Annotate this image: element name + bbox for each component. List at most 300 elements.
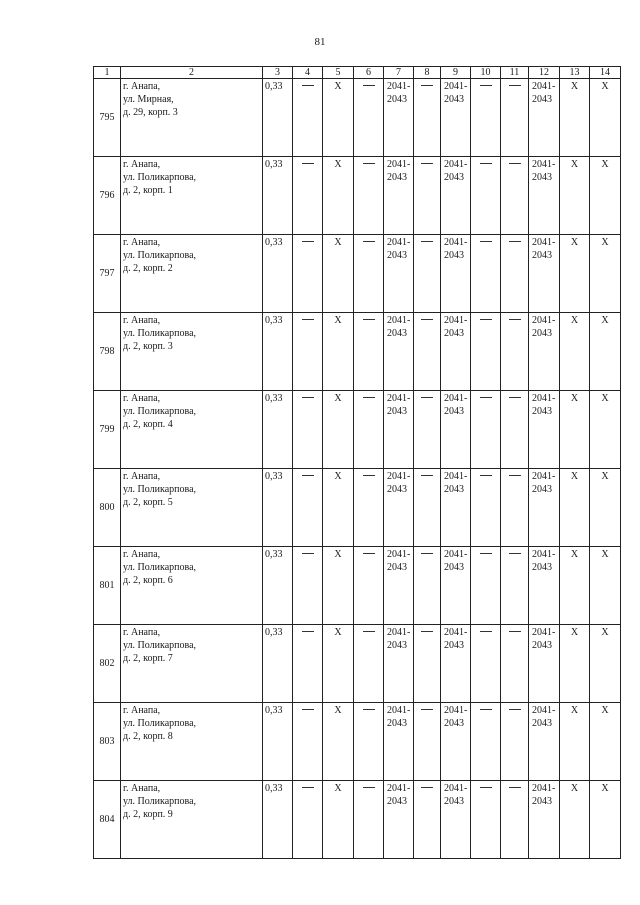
- address-street: ул. Поликарпова,: [123, 718, 197, 729]
- address-city: г. Анапа,: [123, 471, 161, 482]
- cell-13: Х: [560, 547, 590, 625]
- cell-5: Х: [323, 781, 354, 859]
- register-body: [94, 79, 621, 859]
- dash-mark: [363, 85, 375, 86]
- address-building: д. 2, корп. 3: [123, 341, 173, 352]
- dash-mark: [363, 709, 375, 710]
- dash-mark: [302, 631, 314, 632]
- year-range-start: 2041-: [444, 627, 468, 638]
- cell-12: [529, 235, 560, 313]
- cell-10: [471, 469, 501, 547]
- cell-7: [384, 469, 414, 547]
- year-range-start: 2041-: [387, 471, 411, 482]
- cell-10: [471, 313, 501, 391]
- cell-11: [501, 313, 529, 391]
- cell-14: Х: [590, 79, 621, 157]
- year-range-end: 2043: [532, 172, 552, 183]
- row-number: 800: [94, 469, 121, 547]
- year-range-start: 2041-: [387, 81, 411, 92]
- col-header: 4: [293, 67, 323, 79]
- cell-5: Х: [323, 625, 354, 703]
- cell-5: Х: [323, 547, 354, 625]
- cell-11: [501, 391, 529, 469]
- cell-7: [384, 625, 414, 703]
- row-number: 801: [94, 547, 121, 625]
- cell-10: [471, 547, 501, 625]
- col-header: 1: [94, 67, 121, 79]
- year-range-end: 2043: [444, 172, 464, 183]
- cell-8: [414, 703, 441, 781]
- year-range-end: 2043: [444, 328, 464, 339]
- dash-mark: [509, 85, 521, 86]
- cell-14: Х: [590, 235, 621, 313]
- dash-mark: [509, 241, 521, 242]
- year-range-start: 2041-: [387, 783, 411, 794]
- col-header: 2: [121, 67, 263, 79]
- year-range-end: 2043: [387, 250, 407, 261]
- year-range-start: 2041-: [532, 393, 556, 404]
- year-range-end: 2043: [444, 640, 464, 651]
- dash-mark: [302, 709, 314, 710]
- address-cell: [121, 781, 263, 859]
- year-range-end: 2043: [387, 796, 407, 807]
- address-street: ул. Поликарпова,: [123, 250, 197, 261]
- year-range-end: 2043: [444, 796, 464, 807]
- cell-13: Х: [560, 313, 590, 391]
- table-row: [94, 79, 621, 157]
- address-street: ул. Поликарпова,: [123, 640, 197, 651]
- dash-mark: [302, 787, 314, 788]
- cell-13: Х: [560, 79, 590, 157]
- year-range-start: 2041-: [387, 705, 411, 716]
- dash-mark: [302, 319, 314, 320]
- address-cell: [121, 469, 263, 547]
- cell-5: Х: [323, 313, 354, 391]
- year-range-end: 2043: [532, 328, 552, 339]
- year-range-start: 2041-: [387, 627, 411, 638]
- address-cell: [121, 625, 263, 703]
- address-city: г. Анапа,: [123, 315, 161, 326]
- year-range-end: 2043: [532, 250, 552, 261]
- year-range-start: 2041-: [387, 315, 411, 326]
- address-street: ул. Поликарпова,: [123, 328, 197, 339]
- col-header: 9: [441, 67, 471, 79]
- cell-12: [529, 157, 560, 235]
- cell-5: Х: [323, 703, 354, 781]
- cell-12: [529, 703, 560, 781]
- table-row: [94, 313, 621, 391]
- column-number-header: [94, 67, 621, 79]
- address-street: ул. Поликарпова,: [123, 562, 197, 573]
- year-range-start: 2041-: [532, 315, 556, 326]
- col-header: 5: [323, 67, 354, 79]
- cell-6: [354, 79, 384, 157]
- cell-4: [293, 391, 323, 469]
- cell-7: [384, 235, 414, 313]
- cell-8: [414, 469, 441, 547]
- cell-13: Х: [560, 625, 590, 703]
- cell-10: [471, 703, 501, 781]
- table-row: [94, 157, 621, 235]
- year-range-end: 2043: [532, 94, 552, 105]
- cell-4: [293, 547, 323, 625]
- cell-6: [354, 703, 384, 781]
- year-range-end: 2043: [387, 562, 407, 573]
- cell-9: [441, 391, 471, 469]
- address-building: д. 2, корп. 6: [123, 575, 173, 586]
- cell-7: [384, 313, 414, 391]
- address-building: д. 2, корп. 5: [123, 497, 173, 508]
- dash-mark: [421, 787, 433, 788]
- cell-10: [471, 625, 501, 703]
- year-range-start: 2041-: [444, 81, 468, 92]
- cell-14: Х: [590, 625, 621, 703]
- col-header: 14: [590, 67, 621, 79]
- address-city: г. Анапа,: [123, 705, 161, 716]
- dash-mark: [363, 397, 375, 398]
- year-range-start: 2041-: [532, 81, 556, 92]
- year-range-start: 2041-: [444, 783, 468, 794]
- dash-mark: [480, 787, 492, 788]
- cell-12: [529, 625, 560, 703]
- dash-mark: [509, 709, 521, 710]
- dash-mark: [421, 397, 433, 398]
- row-number: 795: [94, 79, 121, 157]
- cell-4: [293, 703, 323, 781]
- cell-7: [384, 703, 414, 781]
- cell-11: [501, 703, 529, 781]
- table-row: [94, 625, 621, 703]
- row-number: 803: [94, 703, 121, 781]
- cell-9: [441, 79, 471, 157]
- cell-6: [354, 625, 384, 703]
- cell-12: [529, 79, 560, 157]
- cell-8: [414, 313, 441, 391]
- dash-mark: [363, 319, 375, 320]
- address-street: ул. Поликарпова,: [123, 484, 197, 495]
- dash-mark: [363, 553, 375, 554]
- year-range-end: 2043: [444, 718, 464, 729]
- cell-11: [501, 625, 529, 703]
- address-street: ул. Поликарпова,: [123, 172, 197, 183]
- table-row: [94, 781, 621, 859]
- cell-4: [293, 157, 323, 235]
- dash-mark: [421, 631, 433, 632]
- value-cell-3: 0,33: [263, 547, 293, 625]
- cell-12: [529, 313, 560, 391]
- dash-mark: [302, 163, 314, 164]
- dash-mark: [509, 397, 521, 398]
- col-header: 3: [263, 67, 293, 79]
- address-city: г. Анапа,: [123, 627, 161, 638]
- cell-8: [414, 391, 441, 469]
- cell-11: [501, 157, 529, 235]
- dash-mark: [509, 319, 521, 320]
- year-range-start: 2041-: [444, 471, 468, 482]
- year-range-start: 2041-: [387, 237, 411, 248]
- dash-mark: [363, 631, 375, 632]
- cell-5: Х: [323, 391, 354, 469]
- address-city: г. Анапа,: [123, 549, 161, 560]
- dash-mark: [363, 163, 375, 164]
- table-row: [94, 469, 621, 547]
- year-range-end: 2043: [387, 328, 407, 339]
- register-table: [93, 66, 621, 859]
- col-header: 10: [471, 67, 501, 79]
- cell-6: [354, 391, 384, 469]
- year-range-start: 2041-: [532, 627, 556, 638]
- address-building: д. 2, корп. 1: [123, 185, 173, 196]
- dash-mark: [302, 553, 314, 554]
- dash-mark: [302, 85, 314, 86]
- year-range-start: 2041-: [532, 783, 556, 794]
- cell-11: [501, 235, 529, 313]
- value-cell-3: 0,33: [263, 157, 293, 235]
- year-range-start: 2041-: [444, 705, 468, 716]
- dash-mark: [480, 709, 492, 710]
- address-building: д. 2, корп. 2: [123, 263, 173, 274]
- year-range-end: 2043: [387, 640, 407, 651]
- address-street: ул. Мирная,: [123, 94, 174, 105]
- value-cell-3: 0,33: [263, 313, 293, 391]
- cell-13: Х: [560, 235, 590, 313]
- cell-13: Х: [560, 391, 590, 469]
- cell-13: Х: [560, 157, 590, 235]
- address-building: д. 2, корп. 9: [123, 809, 173, 820]
- cell-5: Х: [323, 79, 354, 157]
- col-header: 13: [560, 67, 590, 79]
- year-range-start: 2041-: [387, 393, 411, 404]
- address-cell: [121, 157, 263, 235]
- cell-12: [529, 781, 560, 859]
- cell-14: Х: [590, 547, 621, 625]
- cell-14: Х: [590, 469, 621, 547]
- dash-mark: [509, 163, 521, 164]
- cell-4: [293, 79, 323, 157]
- value-cell-3: 0,33: [263, 391, 293, 469]
- row-number: 802: [94, 625, 121, 703]
- address-building: д. 2, корп. 8: [123, 731, 173, 742]
- dash-mark: [421, 241, 433, 242]
- year-range-start: 2041-: [532, 159, 556, 170]
- dash-mark: [363, 787, 375, 788]
- dash-mark: [480, 397, 492, 398]
- year-range-end: 2043: [444, 406, 464, 417]
- year-range-end: 2043: [387, 718, 407, 729]
- year-range-start: 2041-: [444, 315, 468, 326]
- cell-14: Х: [590, 313, 621, 391]
- cell-9: [441, 547, 471, 625]
- year-range-end: 2043: [387, 406, 407, 417]
- year-range-end: 2043: [387, 484, 407, 495]
- address-city: г. Анапа,: [123, 393, 161, 404]
- page-number: 81: [314, 36, 326, 48]
- cell-9: [441, 703, 471, 781]
- dash-mark: [480, 85, 492, 86]
- cell-6: [354, 313, 384, 391]
- cell-12: [529, 391, 560, 469]
- cell-10: [471, 79, 501, 157]
- address-city: г. Анапа,: [123, 159, 161, 170]
- col-header: 11: [501, 67, 529, 79]
- address-building: д. 29, корп. 3: [123, 107, 178, 118]
- year-range-end: 2043: [444, 250, 464, 261]
- col-header: 8: [414, 67, 441, 79]
- dash-mark: [480, 241, 492, 242]
- dash-mark: [363, 475, 375, 476]
- row-number: 797: [94, 235, 121, 313]
- cell-11: [501, 547, 529, 625]
- value-cell-3: 0,33: [263, 469, 293, 547]
- address-street: ул. Поликарпова,: [123, 406, 197, 417]
- year-range-end: 2043: [444, 94, 464, 105]
- row-number: 804: [94, 781, 121, 859]
- address-cell: [121, 235, 263, 313]
- cell-5: Х: [323, 235, 354, 313]
- cell-5: Х: [323, 469, 354, 547]
- cell-7: [384, 79, 414, 157]
- cell-10: [471, 391, 501, 469]
- cell-13: Х: [560, 469, 590, 547]
- cell-12: [529, 547, 560, 625]
- dash-mark: [509, 475, 521, 476]
- table-row: [94, 547, 621, 625]
- year-range-end: 2043: [532, 562, 552, 573]
- cell-11: [501, 469, 529, 547]
- cell-9: [441, 781, 471, 859]
- dash-mark: [480, 475, 492, 476]
- dash-mark: [480, 631, 492, 632]
- cell-9: [441, 157, 471, 235]
- cell-8: [414, 781, 441, 859]
- cell-14: Х: [590, 781, 621, 859]
- dash-mark: [480, 319, 492, 320]
- cell-6: [354, 469, 384, 547]
- col-header: 12: [529, 67, 560, 79]
- cell-8: [414, 547, 441, 625]
- cell-13: Х: [560, 703, 590, 781]
- cell-6: [354, 781, 384, 859]
- table-row: [94, 235, 621, 313]
- cell-10: [471, 157, 501, 235]
- year-range-end: 2043: [532, 718, 552, 729]
- year-range-start: 2041-: [532, 237, 556, 248]
- cell-6: [354, 157, 384, 235]
- cell-4: [293, 781, 323, 859]
- address-city: г. Анапа,: [123, 237, 161, 248]
- year-range-start: 2041-: [532, 705, 556, 716]
- dash-mark: [302, 475, 314, 476]
- address-building: д. 2, корп. 4: [123, 419, 173, 430]
- col-header: 6: [354, 67, 384, 79]
- row-number: 799: [94, 391, 121, 469]
- year-range-start: 2041-: [444, 393, 468, 404]
- cell-14: Х: [590, 157, 621, 235]
- cell-4: [293, 235, 323, 313]
- cell-13: Х: [560, 781, 590, 859]
- cell-9: [441, 235, 471, 313]
- value-cell-3: 0,33: [263, 235, 293, 313]
- dash-mark: [363, 241, 375, 242]
- address-cell: [121, 313, 263, 391]
- cell-11: [501, 79, 529, 157]
- cell-9: [441, 469, 471, 547]
- dash-mark: [509, 553, 521, 554]
- dash-mark: [421, 319, 433, 320]
- row-number: 796: [94, 157, 121, 235]
- cell-4: [293, 469, 323, 547]
- address-cell: [121, 79, 263, 157]
- dash-mark: [421, 475, 433, 476]
- table-row: [94, 391, 621, 469]
- dash-mark: [421, 85, 433, 86]
- value-cell-3: 0,33: [263, 79, 293, 157]
- row-number: 798: [94, 313, 121, 391]
- cell-8: [414, 157, 441, 235]
- cell-10: [471, 235, 501, 313]
- dash-mark: [480, 553, 492, 554]
- cell-4: [293, 625, 323, 703]
- dash-mark: [509, 631, 521, 632]
- cell-7: [384, 391, 414, 469]
- value-cell-3: 0,33: [263, 703, 293, 781]
- cell-8: [414, 79, 441, 157]
- year-range-end: 2043: [387, 172, 407, 183]
- cell-7: [384, 781, 414, 859]
- address-building: д. 2, корп. 7: [123, 653, 173, 664]
- address-cell: [121, 391, 263, 469]
- cell-7: [384, 547, 414, 625]
- year-range-end: 2043: [532, 484, 552, 495]
- cell-8: [414, 625, 441, 703]
- cell-9: [441, 313, 471, 391]
- cell-11: [501, 781, 529, 859]
- dash-mark: [509, 787, 521, 788]
- year-range-end: 2043: [532, 406, 552, 417]
- year-range-start: 2041-: [532, 549, 556, 560]
- year-range-end: 2043: [532, 796, 552, 807]
- address-cell: [121, 703, 263, 781]
- year-range-start: 2041-: [444, 237, 468, 248]
- dash-mark: [421, 553, 433, 554]
- year-range-end: 2043: [444, 562, 464, 573]
- value-cell-3: 0,33: [263, 625, 293, 703]
- year-range-end: 2043: [444, 484, 464, 495]
- cell-5: Х: [323, 157, 354, 235]
- address-street: ул. Поликарпова,: [123, 796, 197, 807]
- cell-4: [293, 313, 323, 391]
- dash-mark: [302, 397, 314, 398]
- year-range-start: 2041-: [444, 159, 468, 170]
- cell-6: [354, 235, 384, 313]
- cell-14: Х: [590, 703, 621, 781]
- address-city: г. Анапа,: [123, 783, 161, 794]
- year-range-start: 2041-: [387, 159, 411, 170]
- table-row: [94, 703, 621, 781]
- cell-7: [384, 157, 414, 235]
- cell-8: [414, 235, 441, 313]
- year-range-end: 2043: [532, 640, 552, 651]
- cell-9: [441, 625, 471, 703]
- cell-10: [471, 781, 501, 859]
- address-city: г. Анапа,: [123, 81, 161, 92]
- cell-14: Х: [590, 391, 621, 469]
- value-cell-3: 0,33: [263, 781, 293, 859]
- address-cell: [121, 547, 263, 625]
- dash-mark: [421, 163, 433, 164]
- dash-mark: [302, 241, 314, 242]
- cell-12: [529, 469, 560, 547]
